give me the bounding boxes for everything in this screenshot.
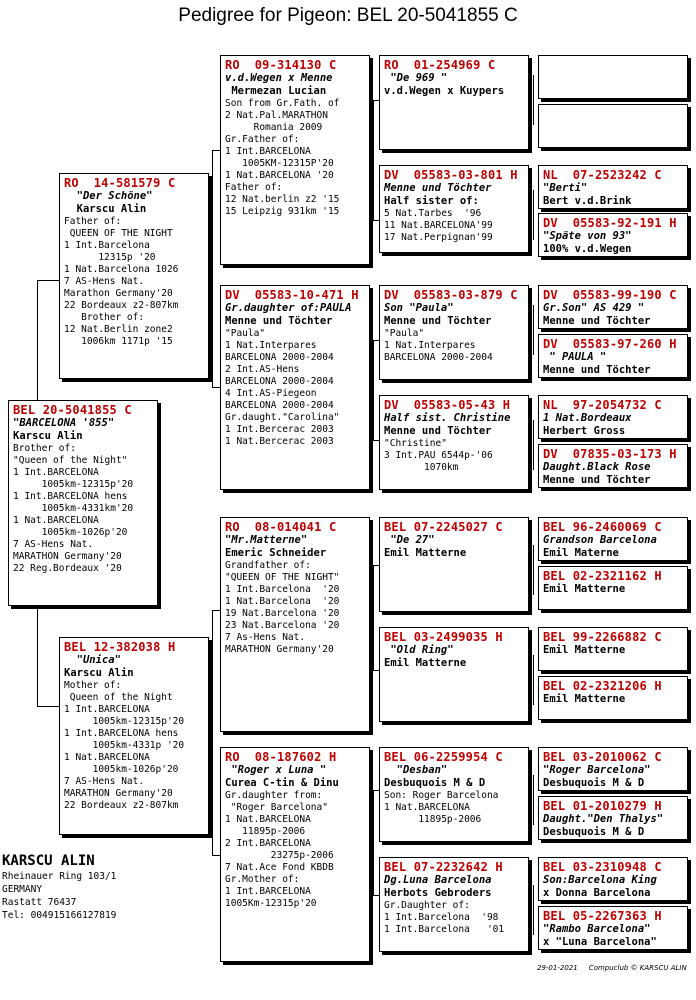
ring-number: RO 14-581579 C xyxy=(64,176,176,190)
card-dam-dam-dam[interactable] xyxy=(379,857,529,952)
connector xyxy=(37,606,38,706)
info-line: 7 AS-Hens Nat. xyxy=(64,276,145,287)
card-dam-sire-dam[interactable] xyxy=(379,627,529,722)
ring-number: DV 05583-10-471 H xyxy=(225,288,359,302)
breeder: Emil Matterne xyxy=(543,693,626,705)
card-subject[interactable] xyxy=(8,400,158,606)
card-gen4-11[interactable] xyxy=(538,627,688,671)
info-line: 1 Nat.Barcelona 1026 xyxy=(64,264,179,275)
info-line: Brother of: xyxy=(64,312,145,323)
info-line: 1 Int.BARCELONA xyxy=(13,467,99,478)
ring-number: DV 05583-03-801 H xyxy=(384,168,518,182)
breeder: Emil Matterne xyxy=(384,657,467,669)
breeder: Curea C-tin & Dinu xyxy=(225,777,339,789)
card-sire-sire[interactable] xyxy=(220,55,370,265)
info-line: 1 Nat.BARCELONA xyxy=(64,752,150,763)
card-gen4-9[interactable] xyxy=(538,517,688,561)
breeder: Emil Matterne xyxy=(543,644,626,656)
ring-number: DV 05583-03-879 C xyxy=(384,288,518,302)
pigeon-name: Menne und Töchter xyxy=(384,182,492,194)
pigeon-name: Grandson Barcelona xyxy=(543,534,657,546)
ring-number: BEL 03-2499035 H xyxy=(384,630,503,644)
breeder: Herbert Gross xyxy=(543,425,626,437)
connector xyxy=(373,100,374,220)
info-line: 1005km-4331km'20 xyxy=(13,503,134,514)
info-line: Mother of: xyxy=(64,680,122,691)
info-line: Gr.daught."Carolina" xyxy=(225,412,340,423)
pigeon-name: Gr.Son" AS 429 " xyxy=(543,302,645,314)
info-line: 19 Nat.Barcelona '20 xyxy=(225,608,340,619)
ring-number: BEL 07-2232642 H xyxy=(384,860,503,874)
info-line: 1005km-1026p'20 xyxy=(64,764,179,775)
info-line: BARCELONA 2000-2004 xyxy=(225,352,334,363)
info-line: Son from Gr.Fath. of xyxy=(225,98,340,109)
card-gen4-13[interactable] xyxy=(538,747,688,791)
pigeon-name: " PAULA " xyxy=(543,351,607,363)
info-line: Gr.Mother of: xyxy=(225,874,300,885)
connector xyxy=(212,277,213,387)
info-line: 1 Int.Barcelona '98 xyxy=(384,912,499,923)
owner-address-line: GERMANY xyxy=(2,884,43,895)
info-line: 12 Nat.berlin z2 '15 xyxy=(225,194,340,205)
ring-number: DV 05583-99-190 C xyxy=(543,288,677,302)
card-gen4-7[interactable] xyxy=(538,395,688,439)
connector xyxy=(533,420,534,470)
info-line: 1 Nat.BARCELONA '20 xyxy=(225,170,334,181)
info-line: 1 Int.BARCELONA xyxy=(225,886,311,897)
info-line: Grandfather of: xyxy=(225,560,311,571)
card-gen4-15[interactable] xyxy=(538,857,688,901)
info-line: 1 Int.Barcelona '01 xyxy=(384,924,505,935)
breeder: Emil Materne xyxy=(543,547,619,559)
ring-number: RO 01-254969 C xyxy=(384,58,496,72)
info-line: 12315p '20 xyxy=(64,252,156,263)
connector xyxy=(212,387,220,388)
info-line: 1 Int.Barcelona '20 xyxy=(225,584,340,595)
info-line: 2 Nat.Pal.MARATHON xyxy=(225,110,328,121)
connector xyxy=(37,280,59,281)
pigeon-name: v.d.Wegen x Menne xyxy=(225,72,333,84)
breeder: Menne und Töchter xyxy=(543,364,651,376)
info-line: "Paula" xyxy=(225,328,266,339)
ring-number: RO 09-314130 C xyxy=(225,58,337,72)
breeder: Desbuquois M & D xyxy=(543,777,645,789)
info-line: MARATHON Germany'20 xyxy=(225,644,334,655)
info-line: 1070km xyxy=(384,462,459,473)
breeder: Karscu Alin xyxy=(64,203,147,215)
pigeon-name: Half sist. Christine xyxy=(384,412,511,424)
pigeon-name: Son "Paula" xyxy=(384,302,454,314)
info-line: 1005Km-12315p'20 xyxy=(225,898,317,909)
owner-block xyxy=(2,852,116,922)
owner-name: KARSCU ALIN xyxy=(2,853,95,869)
connector xyxy=(533,545,534,595)
info-line: Romania 2009 xyxy=(225,122,323,133)
info-line: 1 Int.BARCELONA xyxy=(225,146,311,157)
card-dam[interactable] xyxy=(59,637,209,835)
ring-number: BEL 01-2010279 H xyxy=(543,799,662,813)
info-line: 11895p-2006 xyxy=(384,814,482,825)
info-line: 22 Bordeaux z2-807km xyxy=(64,300,179,311)
pigeon-name: "De 969 " xyxy=(384,72,448,84)
connector xyxy=(533,775,534,825)
connector xyxy=(212,610,220,611)
breeder: Desbuquois M & D xyxy=(543,826,645,838)
info-line: 1 Int.Bercerac 2003 xyxy=(225,424,334,435)
info-line: "Christine" xyxy=(384,438,447,449)
info-line: 7 Nat.Ace Fond KBDB xyxy=(225,862,334,873)
info-line: BARCELONA 2000-2004 xyxy=(384,352,493,363)
connector xyxy=(373,790,374,895)
info-line: 1 Nat.BARCELONA xyxy=(13,515,99,526)
info-line: 1 Nat.BARCELONA xyxy=(384,802,470,813)
owner-address-line: Rheinauer Ring 103/1 xyxy=(2,871,117,882)
info-line: 23275p-2006 xyxy=(225,850,334,861)
info-line: BARCELONA 2000-2004 xyxy=(225,376,334,387)
connector xyxy=(373,340,374,440)
info-line: "QUEEN OF THE NIGHT" xyxy=(225,572,340,583)
pigeon-name: "BARCELONA '855" xyxy=(13,417,115,429)
pigeon-name: Gr.daughter of:PAULA xyxy=(225,302,352,314)
card-gen4-8[interactable] xyxy=(538,444,688,488)
breeder: Menne und Töchter xyxy=(543,315,651,327)
pigeon-name: "Der Schöne" xyxy=(64,190,153,202)
ring-number: BEL 99-2266882 C xyxy=(543,630,662,644)
breeder: Half sister of: xyxy=(384,195,479,207)
info-line: 1 Nat.Interpares xyxy=(225,340,317,351)
info-line: MARATHON Germany'20 xyxy=(13,551,122,562)
card-dam-dam-sire[interactable] xyxy=(379,747,529,842)
ring-number: DV 07835-03-173 H xyxy=(543,447,677,461)
info-line: 1 Int.BARCELONA hens xyxy=(13,491,128,502)
connector xyxy=(212,150,213,278)
breeder: Mermezan Lucian xyxy=(225,85,327,97)
pigeon-name: Daught."Den Thalys" xyxy=(543,813,664,825)
info-line: 1 Nat.Bercerac 2003 xyxy=(225,436,334,447)
card-gen4-6[interactable] xyxy=(538,334,688,378)
card-gen4-5[interactable] xyxy=(538,285,688,329)
card-sire-dam-sire[interactable] xyxy=(379,285,529,380)
owner-address-line: Rastatt 76437 xyxy=(2,897,77,908)
ring-number: BEL 03-2010062 C xyxy=(543,750,662,764)
info-line: Father of: xyxy=(64,216,122,227)
ring-number: RO 08-014041 C xyxy=(225,520,337,534)
breeder: 100% v.d.Wegen xyxy=(543,243,632,255)
card-dam-sire-sire[interactable] xyxy=(379,517,529,612)
breeder: v.d.Wegen x Kuypers xyxy=(384,85,505,97)
pigeon-name: Dg.Luna Barcelona xyxy=(384,874,492,886)
info-line: Gr.Daughter of: xyxy=(384,900,470,911)
ring-number: DV 05583-92-191 H xyxy=(543,216,677,230)
pigeon-name: Daught.Black Rose xyxy=(543,461,651,473)
info-line: 1 Nat.BARCELONA xyxy=(225,814,311,825)
footer-credit: 29-01-2021 Compuclub © KARSCU ALIN xyxy=(537,964,687,972)
info-line: 2 Int.AS-Hens xyxy=(225,364,300,375)
pigeon-name: "Berti" xyxy=(543,182,588,194)
page-title: Pedigree for Pigeon: BEL 20-5041855 C xyxy=(178,5,518,26)
info-line: BARCELONA 2000-2004 xyxy=(225,400,334,411)
card-gen4-14[interactable] xyxy=(538,796,688,840)
info-line: 22 Bordeaux z2-807km xyxy=(64,800,179,811)
info-line: 17 Nat.Perpignan'99 xyxy=(384,232,493,243)
owner-phone: Tel: 004915166127819 xyxy=(2,910,117,921)
breeder: Menne und Töchter xyxy=(384,425,492,437)
card-dam-dam[interactable] xyxy=(220,747,370,962)
pigeon-name: "Old Ring" xyxy=(384,644,454,656)
info-line: Queen of the Night xyxy=(64,692,173,703)
connector xyxy=(212,150,220,151)
info-line: Gr.Father of: xyxy=(225,134,300,145)
info-line: 7 AS-Hens Nat. xyxy=(13,539,94,550)
ring-number: BEL 06-2259954 C xyxy=(384,750,503,764)
ring-number: NL 97-2054732 C xyxy=(543,398,662,412)
card-gen4-2[interactable] xyxy=(538,104,688,148)
pigeon-name: "Rambo Barcelona" xyxy=(543,923,651,935)
info-line: 1006km 1171p '15 xyxy=(64,336,173,347)
ring-number: BEL 03-2310948 C xyxy=(543,860,662,874)
connector xyxy=(533,655,534,705)
info-line: 1005KM-12315P'20 xyxy=(225,158,334,169)
ring-number: BEL 02-2321206 H xyxy=(543,679,662,693)
card-sire-sire-dam[interactable] xyxy=(379,165,529,253)
info-line: 11 Nat.BARCELONA'99 xyxy=(384,220,493,231)
pigeon-name: "Roger x Luna " xyxy=(225,764,327,776)
pigeon-name: "Späte von 93" xyxy=(543,230,632,242)
info-line: 1 Nat.Interpares xyxy=(384,340,476,351)
info-line: 7 AS-Hens Nat. xyxy=(64,776,145,787)
info-line: 15 Leipzig 931km '15 xyxy=(225,206,340,217)
ring-number: BEL 02-2321162 H xyxy=(543,569,662,583)
card-sire[interactable] xyxy=(59,173,209,379)
card-gen4-1[interactable] xyxy=(538,55,688,99)
connector xyxy=(37,280,38,400)
connector xyxy=(373,565,374,670)
ring-number: BEL 05-2267363 H xyxy=(543,909,662,923)
info-line: 1005km-4331p '20 xyxy=(64,740,185,751)
pigeon-name: "Desban" xyxy=(384,764,448,776)
ring-number: BEL 07-2245027 C xyxy=(384,520,503,534)
breeder: Karscu Alin xyxy=(13,430,83,442)
breeder: Emeric Schneider xyxy=(225,547,327,559)
info-line: 2 Int.BARCELONA xyxy=(225,838,311,849)
breeder: Menne und Töchter xyxy=(384,315,492,327)
connector xyxy=(533,75,534,125)
connector xyxy=(212,705,213,855)
connector xyxy=(533,885,534,935)
info-line: MARATHON Germany'20 xyxy=(64,788,173,799)
info-line: Gr.daughter from: xyxy=(225,790,323,801)
connector xyxy=(212,610,213,705)
card-sire-dam[interactable] xyxy=(220,285,370,490)
info-line: "Queen of the Night" xyxy=(13,455,128,466)
info-line: 23 Nat.Barcelona '20 xyxy=(225,620,340,631)
ring-number: BEL 20-5041855 C xyxy=(13,403,132,417)
connector xyxy=(37,706,59,707)
pigeon-name: "Mr.Matterne" xyxy=(225,534,308,546)
info-line: "Paula" xyxy=(384,328,425,339)
pigeon-name: "De 27" xyxy=(384,534,435,546)
card-dam-sire[interactable] xyxy=(220,517,370,732)
ring-number: NL 07-2523242 C xyxy=(543,168,662,182)
breeder: x Donna Barcelona xyxy=(543,887,651,899)
info-line: Son: Roger Barcelona xyxy=(384,790,499,801)
info-line: 1 Int.BARCELONA xyxy=(64,704,150,715)
info-line: 1 Nat.Barcelona '20 xyxy=(225,596,340,607)
info-line: 5 Nat.Tarbes '96 xyxy=(384,208,482,219)
info-line: 11895p-2006 xyxy=(225,826,306,837)
info-line: 1005km-1026p'20 xyxy=(13,527,128,538)
card-gen4-4[interactable] xyxy=(538,213,688,257)
pigeon-name: "Unica" xyxy=(64,654,121,666)
ring-number: BEL 12-382038 H xyxy=(64,640,176,654)
info-line: 1005km-12315p'20 xyxy=(64,716,185,727)
card-sire-sire-sire[interactable] xyxy=(379,55,529,150)
breeder: Herbots Gebroders xyxy=(384,887,492,899)
info-line: 3 Int.PAU 6544p-'06 xyxy=(384,450,493,461)
breeder: Karscu Alin xyxy=(64,667,134,679)
breeder: Menne und Töchter xyxy=(225,315,333,327)
breeder: Bert v.d.Brink xyxy=(543,195,632,207)
card-gen4-12[interactable] xyxy=(538,676,688,720)
breeder: x "Luna Barcelona" xyxy=(543,936,657,948)
info-line: 1 Int.Barcelona xyxy=(64,240,150,251)
pigeon-name: Son:Barcelona King xyxy=(543,874,657,886)
info-line: 22 Reg.Bordeaux '20 xyxy=(13,563,122,574)
ring-number: BEL 96-2460069 C xyxy=(543,520,662,534)
card-gen4-3[interactable] xyxy=(538,165,688,209)
breeder: Menne und Töchter xyxy=(543,474,651,486)
breeder: Emil Matterne xyxy=(543,583,626,595)
info-line: 12 Nat.Berlin zone2 xyxy=(64,324,173,335)
ring-number: RO 08-187602 H xyxy=(225,750,337,764)
info-line: Brother of: xyxy=(13,443,76,454)
info-line: 4 Int.AS-Piegeon xyxy=(225,388,317,399)
pigeon-name: 1 Nat.Bordeaux xyxy=(543,412,632,424)
ring-number: DV 05583-97-260 H xyxy=(543,337,677,351)
breeder: Desbuquois M & D xyxy=(384,777,486,789)
ring-number: DV 05583-05-43 H xyxy=(384,398,511,412)
info-line: 1 Int.BARCELONA hens xyxy=(64,728,179,739)
connector xyxy=(533,305,534,355)
info-line: Marathon Germany'20 xyxy=(64,288,173,299)
info-line: QUEEN OF THE NIGHT xyxy=(64,228,173,239)
info-line: 7 As-Hens Nat. xyxy=(225,632,306,643)
info-line: Father of: xyxy=(225,182,283,193)
card-gen4-16[interactable] xyxy=(538,906,688,950)
breeder: Emil Matterne xyxy=(384,547,467,559)
pigeon-name: "Roger Barcelona" xyxy=(543,764,651,776)
card-gen4-10[interactable] xyxy=(538,566,688,610)
connector xyxy=(533,190,534,240)
info-line: 1005km-12315p'20 xyxy=(13,479,134,490)
card-sire-dam-dam[interactable] xyxy=(379,395,529,490)
connector xyxy=(212,855,220,856)
info-line: "Roger Barcelona" xyxy=(225,802,328,813)
